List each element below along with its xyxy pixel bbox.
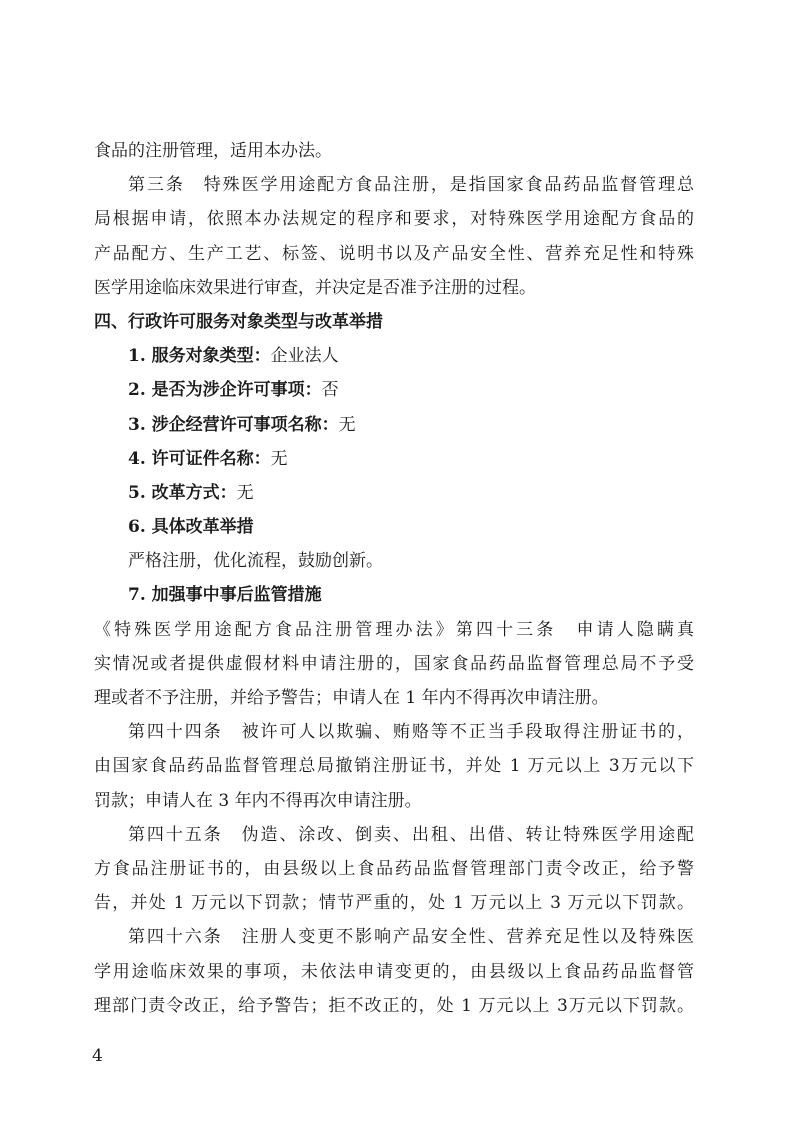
list-item [94, 408, 694, 442]
list-item [94, 373, 694, 407]
paragraph-line: 第三条 特殊医学用途配方食品注册，是指国家食品药品监督管理总 [128, 175, 694, 196]
paragraph-line: 实情况或者提供虚假材料申请注册的，国家食品药品监督管理总局不予受 [94, 653, 694, 674]
document-body [94, 134, 694, 1023]
paragraph-line: 第四十四条 被许可人以欺骗、贿赂等不正当手段取得注册证书的， [128, 722, 694, 743]
subheading: 6. 具体改革举措 [128, 517, 254, 538]
item-label: 3. 涉企经营许可事项名称： [128, 414, 339, 435]
paragraph-line: 方食品注册证书的，由县级以上食品药品监督管理部门责令改正，给予警 [94, 858, 694, 879]
paragraph-line: 罚款；申请人在 3 年内不得再次申请注册。 [94, 790, 422, 811]
paragraph-line: 告，并处 1 万元以下罚款；情节严重的，处 1 万元以上 3 万元以下罚款。 [94, 893, 694, 914]
item-value: 无 [270, 448, 288, 469]
paragraph-line: 第四十六条 注册人变更不影响产品安全性、营养充足性以及特殊医 [128, 927, 694, 948]
list-item [94, 442, 694, 476]
item-label: 1. 服务对象类型： [128, 346, 271, 367]
list-item [94, 339, 694, 373]
item-label: 4. 许可证件名称： [128, 448, 271, 469]
page-number: 4 [92, 1046, 103, 1066]
item-value: 无 [236, 482, 254, 503]
item-label: 2. 是否为涉企许可事项： [128, 380, 322, 401]
paragraph-line: 食品的注册管理，适用本办法。 [94, 141, 332, 161]
paragraph-line: 产品配方、生产工艺、标签、说明书以及产品安全性、营养充足性和特殊 [94, 243, 694, 264]
paragraph-line: 严格注册，优化流程，鼓励创新。 [128, 551, 383, 572]
paragraph-line: 理部门责令改正，给予警告；拒不改正的，处 1 万元以上 3万元以下罚款。 [94, 995, 694, 1016]
section-heading: 四、行政许可服务对象类型与改革举措 [94, 311, 383, 332]
paragraph-line: 学用途临床效果的事项，未依法申请变更的，由县级以上食品药品监督管 [94, 961, 694, 982]
item-value: 否 [321, 380, 339, 401]
paragraph-line: 第四十五条 伪造、涂改、倒卖、出租、出借、转让特殊医学用途配 [128, 824, 694, 845]
item-label: 5. 改革方式： [128, 482, 237, 503]
item-value: 企业法人 [270, 346, 339, 367]
paragraph-line: 由国家食品药品监督管理总局撤销注册证书，并处 1 万元以上 3万元以下 [94, 756, 694, 777]
paragraph-line: 理或者不予注册，并给予警告；申请人在 1 年内不得再次申请注册。 [94, 688, 609, 708]
paragraph-line: 医学用途临床效果进行审查，并决定是否准予注册的过程。 [94, 277, 536, 298]
subheading: 7. 加强事中事后监管措施 [128, 585, 322, 606]
paragraph-line: 局根据申请，依照本办法规定的程序和要求，对特殊医学用途配方食品的 [94, 209, 694, 230]
list-item [94, 476, 694, 510]
paragraph-line: 《特殊医学用途配方食品注册管理办法》第四十三条 申请人隐瞒真 [94, 619, 694, 640]
item-value: 无 [338, 414, 356, 435]
